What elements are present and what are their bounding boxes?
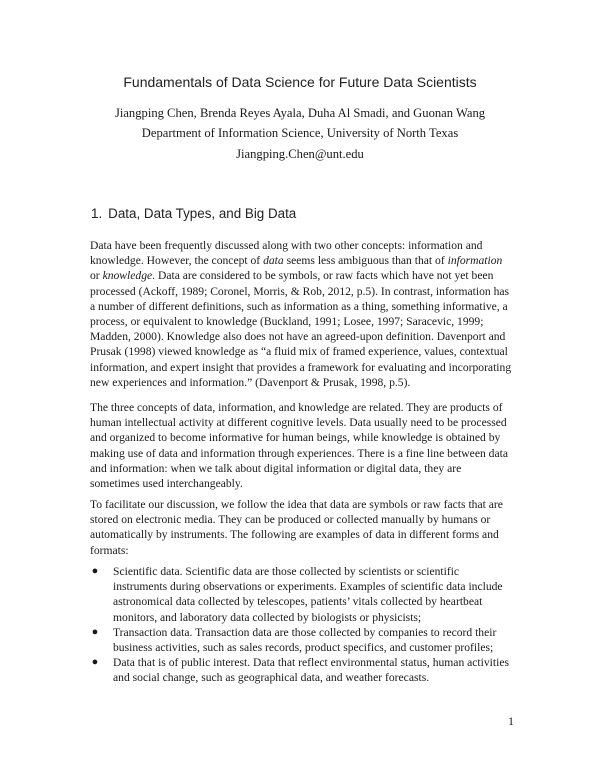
emphasis-term: knowledge [102,269,153,283]
paragraph-text: Data have been frequently discussed along with two other concepts: information and knowledge. However, the concept of [90,239,483,268]
list-item-text: Data that is of public interest. Data that reflect environmental status, human activities and social change, such as geographical data, and weather forecasts. [113,656,509,685]
emphasis-term: data [263,254,284,268]
list-item-text: Transaction data. Transaction data are those collected by companies to record their business activities, such as sales records, product specifics, and customer profiles; [113,625,497,655]
paragraph-text: seems less ambiguous than that of [283,254,448,268]
paragraph-data-information-knowledge [90,238,512,390]
paper-title: Fundamentals of Data Science for Future Data Scientists [123,74,477,90]
list-item [90,625,512,655]
data-examples-list [90,564,512,686]
list-item-text: Scientific data. Scientific data are those collected by scientists or scientific instruments during observations or experiments. Examples of scientific data include astronomical data collected by telescopes, patients’ vitals collected by heartbeat monitors, and laboratory data collected by biologists or physicists; [113,565,503,624]
paragraph-concepts-related: The three concepts of data, information, and knowledge are related. They are products of human intellectual activity at different cognitive levels. Data usually need to be processed and organized to become informative for human beings, while knowledge is obtained by making use of data and information through experiences. There is a fine line between data and information: when we talk about digital information or digital data, they are sometimes used interchangeably. [90,401,508,491]
paragraph-data-definition: To facilitate our discussion, we follow the idea that data are symbols or raw facts that are stored on electronic media. They can be produced or collected manually by humans or automatically by instruments. The following are examples of data in different forms and formats: [90,498,503,557]
list-item [90,564,512,625]
section-number: 1. [91,206,103,221]
contact-email: Jiangping.Chen@unt.edu [236,147,364,161]
page-number: 1 [508,714,514,728]
paragraph-text: or [90,269,103,283]
bullet-icon: ● [91,625,99,638]
affiliation: Department of Information Science, University of North Texas [141,126,459,140]
paragraph-text: . Data are considered to be symbols, or raw facts which have not yet been processed (Ackoff, 1989; Coronel, Morris, & Rob, 2012, p.5). In contrast, information has a number of different definitions, such as information as a thing, something informative, a process, or equivalent to knowledge (Buckland, 1991; Losee, 1997; Saracevic, 1999; Madden, 2000). Knowledge also does not have an agreed-upon definition. Davenport and Prusak (1998) viewed knowledge as “a fluid mix of framed experience, values, contextual information, and expert insight that provides a framework for evaluating and incorporating new experiences and information.” (Davenport & Prusak, 1998, p.5). [90,269,512,389]
author-list: Jiangping Chen, Brenda Reyes Ayala, Duha Al Smadi, and Guonan Wang [114,106,486,120]
section-heading [91,206,511,221]
bullet-icon: ● [91,656,99,669]
section-title: Data, Data Types, and Big Data [108,206,297,221]
list-item [90,655,512,685]
bullet-icon: ● [91,565,99,577]
emphasis-term: information [447,254,503,268]
